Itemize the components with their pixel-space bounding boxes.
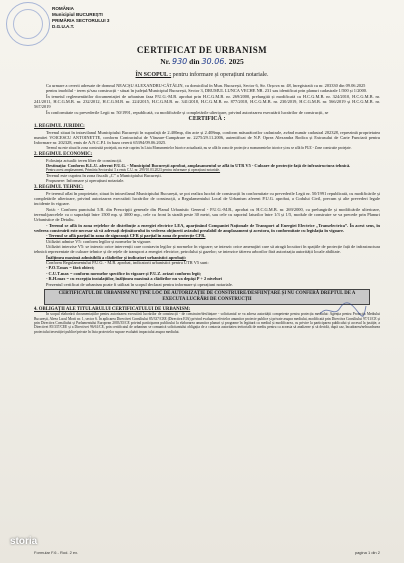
section-3-closing: Prezentul certificat de urbanism poate fi utilizat în scopul declarat pentru informare și operațiuni notariale.: [46, 281, 233, 287]
section-1-text: Terenul situat în intravilanul Municipiului București în suprafață de 2.400mp, din acte și 2.408mp, conform măsurătorilor cadastrale, având număr cadastral 202328, reprezintă proprietatea numitei VOICESCU ANTOINETTE, conform Contractului de Vânzare-Cumpărare nr. 2275/29.11.2006, autentificat de N.P. Oprea Alexandra Rodica și Extrasului de Carte Funciară pentru Informare nr. 202328, emis de A.N.C.P.I. în baza cererii 65394/09.06.2025.: [34, 129, 380, 146]
footer-form: Formular F.6 - Rod. 2 ex.: [34, 550, 79, 555]
section-3-forbidden: Utilizări interzise V5: se interzic orice intervenții care contravin legilor și normelor în vigoare; se interzic orice amenajări care să atragă locuitori în spațiile de protecție față de infrastructura tehnică reprezentate de culoare tehnice și de rețele de transport a energiei electrice, petrolului și gazelor; se interzice tăierea arborilor fără autorizația autorității locale abilitate.: [34, 244, 380, 255]
certificate-year: 2025: [228, 57, 244, 66]
signature-mark: [318, 300, 368, 320]
paragraph-law: În conformitate cu prevederile Legii nr. 50/1991, republicată, cu modificările și completările ulterioare, privind autorizarea executării lucrărilor de construcții, se: [46, 109, 329, 115]
header-hall: PRIMĂRIA SECTORULUI 3: [52, 18, 110, 23]
scope-text: pentru informare și operațiuni notariale.: [172, 72, 269, 78]
number-mid: din: [189, 57, 200, 66]
round-stamp-inner: [13, 9, 43, 39]
section-3-cfr: - Terenul se află parțial în zona de siguranță CFR și parțial în zona de protecție CFR.: [46, 233, 206, 239]
certificate-date: 30.06.: [201, 57, 227, 66]
header-country: ROMÂNIA: [52, 6, 74, 11]
section-2-destination: Destinația: Conform R.L.U. aferent P.U.G. - Municipiul București aprobat, amplasamentul se află în UTR V5 - Culoare de protecție față de infrastructura tehnică.: [46, 162, 351, 168]
section-3-max-title: Înălțimea maximă admisibilă a clădirilor și indicatori urbanistici aprobați:: [46, 254, 187, 260]
paragraph-property: pentru imobilul - teren și/sau construcții - situat în județul/Municipiul București, Sector 3, DRUMUL LUNCA VECHE NR. 231 sau identificat prin planuri cadastrale 1/500 și 1/2000.: [46, 88, 368, 94]
section-3-text: Pe terenul aflat în proprietate, situat în intravilanul Municipiului București, se pot realiza lucrări de construcții în conformitate cu prevederile Legii nr. 50/1991 republicată, cu modificările și completările ulterioare, privind autorizarea executării lucrărilor de construcții, a Regulamentului Local de Urbanism aferent P.U.G. aprobat, a Codului Civil, precum și alte prevederi legale incidente în vigoare.: [34, 190, 380, 207]
section-3-rh: - R.H.max = cu excepția instalațiilor, înălțimea maximă a clădirilor nu va depăși P + 2 niveluri: [46, 276, 222, 282]
certifica-heading: CERTIFICĂ :: [188, 116, 226, 123]
certificate-number-line: [0, 57, 404, 66]
header-department: D.G.U.A.T.: [52, 24, 75, 29]
header-municipality: Municipiul BUCUREȘTI: [52, 12, 103, 17]
document-body: [34, 83, 380, 334]
section-1-text2: Terenul nu este situat în zona construită protejată, nu este cuprins în Lista Monumentelor Istorice actualizată, nu se află în zona de protecție a monumentelor istorice și nu se află în PUZ - Zone construite protejate.: [46, 145, 352, 150]
issuer-header: [52, 6, 109, 30]
section-4-title: 4. OBLIGAȚII ALE TITULARULUI CERTIFICATULUI DE URBANISM:: [34, 306, 191, 312]
section-3-pot: - P.O.T.max = fără obiect;: [46, 265, 95, 271]
section-3-lea: - Terenul se află în zona rețelelor de distribuție a energiei electrice LEA, aparținând Companiei Naționale de Transport al Energiei Electrice „Transelectrica”. În acest sens, în vederea construirii este necesar să vă adresați deținătorului în vederea obținerii avizului prealabil de amplasament și acestora, în conformitate cu legislația în vigoare.: [34, 222, 380, 234]
section-2-title: 2. REGIMUL ECONOMIC:: [34, 152, 93, 158]
section-1-title: 1. REGIMUL JURIDIC:: [34, 124, 85, 130]
notice-box: CERTIFICATUL DE URBANISM NU ȚINE LOC DE AUTORIZAȚIE DE CONSTRUIRE/DESFIINȚARE ȘI NU CONFERĂ DREPTUL DE A EXECUTA LUCRĂRI DE CONSTRUCȚII: [44, 289, 370, 305]
watermark-logo: storia: [10, 536, 38, 547]
section-3-title: 3. REGIMUL TEHNIC:: [34, 185, 84, 191]
section-3-max-text: Conform Regulamentului P.U.G. - M.B. aprobat, indicatorii urbanistici pentru UTR V5 sunt:: [46, 260, 209, 266]
section-3-allowed: Utilizări admise V5: conform legilor și normelor în vigoare.: [46, 238, 152, 244]
scope-label: ÎN SCOPUL :: [135, 72, 172, 78]
document-title: CERTIFICAT DE URBANISM: [136, 45, 268, 55]
paragraph-regulations: În temeiul reglementărilor documentației de urbanism faza P.U.G.-M.B. aprobat prin H.C.G.M.B. nr. 269/2000, prelungită și modificată cu H.C.G.M.B. nr. 324/2010, H.C.G.M.B. nr. 241/2011, H.C.G.M.B. nr. 232/2012, H.C.G.M.B. nr. 224/2015, H.C.G.M.B. nr. 341/2018, H.C.G.M.B. nr. 877/2018, H.C.G.M.B. nr. 230/2019, H.C.G.M.B. nr. 566/2019 și H.C.G.M.B. nr. 567/2019: [34, 93, 380, 110]
section-4-text: În scopul elaborării documentațiilor pentru autorizarea executării lucrărilor de construcții - de construire/desființare - solicitantul se va adresa autorității competente pentru protecția mediului: Agenția pentru Protecția Mediului București, Aleea Lacul Morii nr. 1, sector 6. În aplicarea Directivei Consiliului 85/337/CEE (Directiva EIA) privind evaluarea efectelor anumitor proiecte publice și private asupra mediului, modificată prin Directiva Consiliului 97/11/CE și prin Directiva Consiliului și Parlamentului European 2003/35/CE privind participarea publicului la elaborarea anumitor planuri și programe în legătură cu mediul și modificarea, cu privire la participarea publicului și accesul la justiție, a Directivei 85/337/CEE și a Directivei 96/61/CE, prin certificatul de urbanism se comunică solicitantului obligația de a contacta autoritatea teritorială de mediu pentru ca aceasta să analizeze și să decidă, după caz, încadrarea/neîncadrarea proiectului investiției publice/private în lista proiectelor supuse evaluării impactului asupra mediului.: [34, 312, 380, 334]
paragraph-request: Ca urmare a cererii adresate de domnul NEACȘU ALEXANDRU-CĂTĂLIN, cu domiciliul în Mun. București, Sector 6, Str. Orșova nr. 48, înregistrată cu nr. 203330 din 09.06.2025: [46, 83, 366, 88]
scope-line: [0, 72, 404, 78]
certificate-number: 930: [172, 57, 188, 66]
page-footer: [34, 550, 380, 555]
section-3-note: Notă: - Conform punctului 5.B. din Prescripții generale din Planul Urbanistic General - P.U.G.-M.B., aprobat cu H.C.G.M.B. nr. 269/2000, cu prelungirile și modificările ulterioare, terenul/parcelele cu o suprafață între 1500 mp. și 3000 mp., cele cu front la stradă peste 30 metri, sau cele cu raportul laturilor între 1/3 și 1/5, module de construire se va precede prin Planuri Urbanistice de Detaliu.: [34, 206, 380, 223]
number-prefix: Nr.: [160, 57, 171, 66]
section-3-cut: - C.U.T.max = conform normelor specifice în vigoare și P.U.Z. avizat conform legii;: [46, 270, 202, 276]
footer-page: pagina 1 din 2: [354, 550, 380, 555]
section-2-destination-note: Pentru acest amplasament, Primăria Sectorului 3 a emis C.U. nr. 299/10.03.2023 pentru informare și operațiuni notariale.: [46, 168, 221, 173]
section-2-fiscal: Terenul este cuprins în zona fiscală „C” a Municipiului București.: [46, 172, 162, 178]
section-2-proposal: Propunere: Informare și operațiuni notariale.: [46, 177, 125, 183]
section-2-use: Folosința actuală: teren liber de construcții.: [46, 157, 123, 163]
